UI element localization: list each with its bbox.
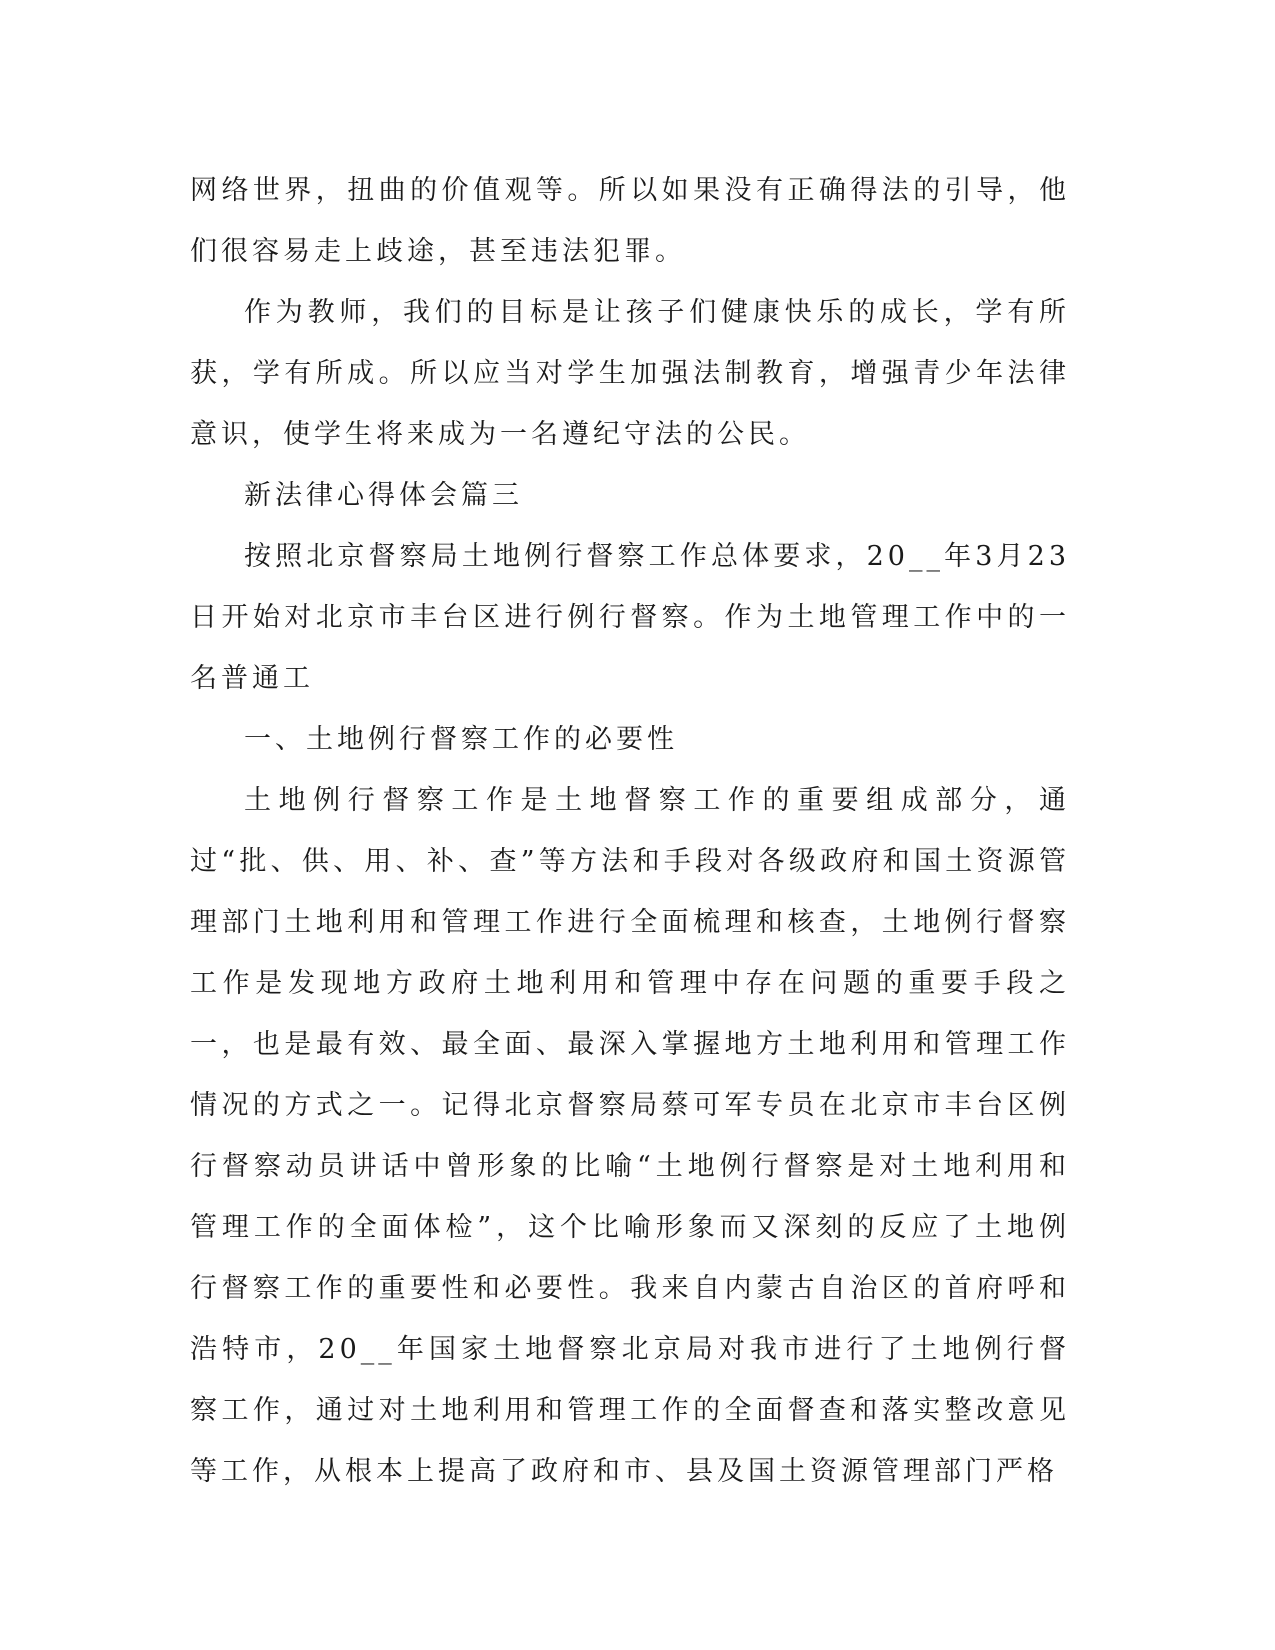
section-heading-part-three: 新法律心得体会篇三 <box>244 480 523 511</box>
paragraph-1: 网络世界，扭曲的价值观等。所以如果没有正确得法的引导，他们很容易走上歧途，甚至违法犯罪。 <box>190 175 1070 267</box>
paragraph-6: 土地例行督察工作是土地督察工作的重要组成部分，通过“批、供、用、补、查”等方法和手段对各级政府和国土资源管理部门土地利用和管理工作进行全面梳理和核查，土地例行督察工作是发现地方政府土地利用和管理中存在问题的重要手段之一，也是最有效、最全面、最深入掌握地方土地利用和管理工作情况的方式之一。记得北京督察局蔡可军专员在北京市丰台区例行督察动员讲话中曾形象的比喻“土地例行督察是对土地利用和管理工作的全面体检”，这个比喻形象而又深刻的反应了土地例行督察工作的重要性和必要性。我来自内蒙古自治区的首府呼和浩特市，20__年国家土地督察北京局对我市进行了土地例行督察工作，通过对土地利用和管理工作的全面督查和落实整改意见等工作，从根本上提高了政府和市、县及国土资源管理部门严格 <box>190 785 1070 1487</box>
paragraph-2: 作为教师，我们的目标是让孩子们健康快乐的成长，学有所获，学有所成。所以应当对学生加强法制教育，增强青少年法律意识，使学生将来成为一名遵纪守法的公民。 <box>190 297 1070 450</box>
text-column <box>190 160 1070 1502</box>
paragraph-4: 按照北京督察局土地例行督察工作总体要求，20__年3月23日开始对北京市丰台区进行例行督察。作为土地管理工作中的一名普通工 <box>190 541 1070 694</box>
section-heading-necessity: 一、土地例行督察工作的必要性 <box>244 724 678 755</box>
